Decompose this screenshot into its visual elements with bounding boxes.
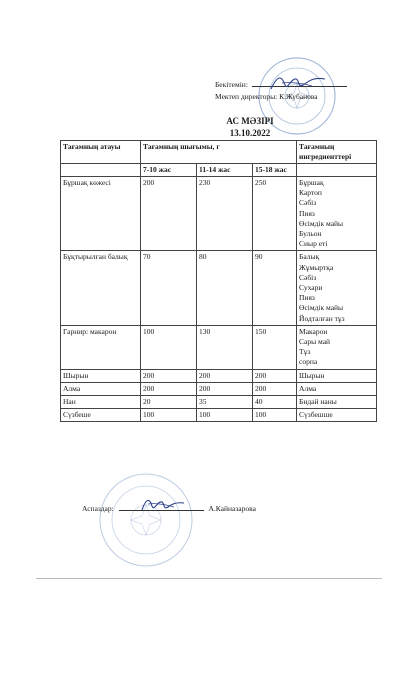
ingredients-cell: Бидай наны	[297, 395, 377, 408]
dish-name: Нан	[61, 395, 141, 408]
signature-icon	[138, 494, 188, 516]
ingredient: Өсімдік майы	[299, 303, 344, 313]
ingredients-cell	[297, 325, 377, 369]
yield-cell: 200	[253, 369, 297, 382]
dish-name: Алма	[61, 382, 141, 395]
dish-name: Гарнир: макарон	[61, 325, 141, 369]
header-dish-name: Тағамның атауы	[61, 141, 141, 164]
yield-cell: 150	[253, 325, 297, 369]
ingredients-cell: Алма	[297, 382, 377, 395]
ingredients-cell: Шырын	[297, 369, 377, 382]
table-row	[61, 251, 377, 325]
page-divider	[36, 578, 382, 579]
table-row	[61, 382, 377, 395]
menu-title: АС МӘЗІРІ	[226, 116, 274, 126]
age-group: 11-14 жас	[197, 164, 253, 177]
yield-cell: 200	[197, 369, 253, 382]
table-row	[61, 395, 377, 408]
yield-cell: 100	[197, 408, 253, 421]
dish-name: Шырын	[61, 369, 141, 382]
ingredients-cell	[297, 251, 377, 325]
table-header-row	[61, 141, 377, 164]
ingredients-cell: Сүзбешше	[297, 408, 377, 421]
table-age-row	[61, 164, 377, 177]
yield-cell: 100	[141, 408, 197, 421]
director-line: Мектеп директоры: К.Жубанова	[215, 92, 318, 101]
yield-cell: 40	[253, 395, 297, 408]
ingredient: Картоп	[299, 188, 322, 198]
ingredient: Жұмыртқа	[299, 262, 334, 272]
ingredients-cell	[297, 177, 377, 251]
ingredient: сорпа	[299, 357, 318, 367]
yield-cell: 20	[141, 395, 197, 408]
ingredient: Йодталған тұз	[299, 313, 345, 323]
yield-cell: 230	[197, 177, 253, 251]
header-ingredients: Тағамның ингредиенттері	[297, 141, 377, 164]
ingredient: Сиыр еті	[299, 239, 328, 249]
ingredient: Сәбіз	[299, 198, 317, 208]
ingredient: Балық	[299, 252, 320, 262]
age-group: 15-18 жас	[253, 164, 297, 177]
yield-cell: 200	[253, 382, 297, 395]
approved-label: Бекітемін:	[215, 80, 248, 89]
dish-name: Сүзбеше	[61, 408, 141, 421]
yield-cell: 200	[197, 382, 253, 395]
ingredient: Макарон	[299, 326, 328, 336]
yield-cell: 200	[141, 177, 197, 251]
ingredient: Өсімдік майы	[299, 218, 344, 228]
table-row	[61, 325, 377, 369]
cook-name: А.Кайназарова	[208, 504, 256, 513]
menu-table	[60, 140, 377, 422]
yield-cell: 100	[253, 408, 297, 421]
school-stamp-icon	[96, 470, 196, 570]
ingredient: Сәбіз	[299, 272, 317, 282]
table-row	[61, 369, 377, 382]
yield-cell: 35	[197, 395, 253, 408]
ingredient: Сухари	[299, 283, 323, 293]
signature-icon	[268, 72, 328, 94]
yield-cell: 100	[141, 325, 197, 369]
cook-label: Аспаздар:	[82, 504, 114, 513]
yield-cell: 130	[197, 325, 253, 369]
yield-cell: 200	[141, 382, 197, 395]
menu-date: 13.10.2022	[229, 128, 271, 138]
ingredient: Бұршақ	[299, 178, 324, 187]
ingredient: Пияз	[299, 293, 315, 303]
ingredient: Пияз	[299, 208, 315, 218]
dish-name: Бұқтырылған балық	[61, 251, 141, 325]
yield-cell: 250	[253, 177, 297, 251]
yield-cell: 90	[253, 251, 297, 325]
ingredient: Сары май	[299, 337, 331, 347]
table-row	[61, 408, 377, 421]
yield-cell: 200	[141, 369, 197, 382]
dish-name: Бұршақ көжесі	[61, 177, 141, 251]
header-yield: Тағамның шығымы, г	[141, 141, 297, 164]
yield-cell: 70	[141, 251, 197, 325]
yield-cell: 80	[197, 251, 253, 325]
ingredient: Бульон	[299, 229, 322, 239]
table-row	[61, 177, 377, 251]
ingredient: Тұз	[299, 347, 311, 357]
age-group: 7-10 жас	[141, 164, 197, 177]
